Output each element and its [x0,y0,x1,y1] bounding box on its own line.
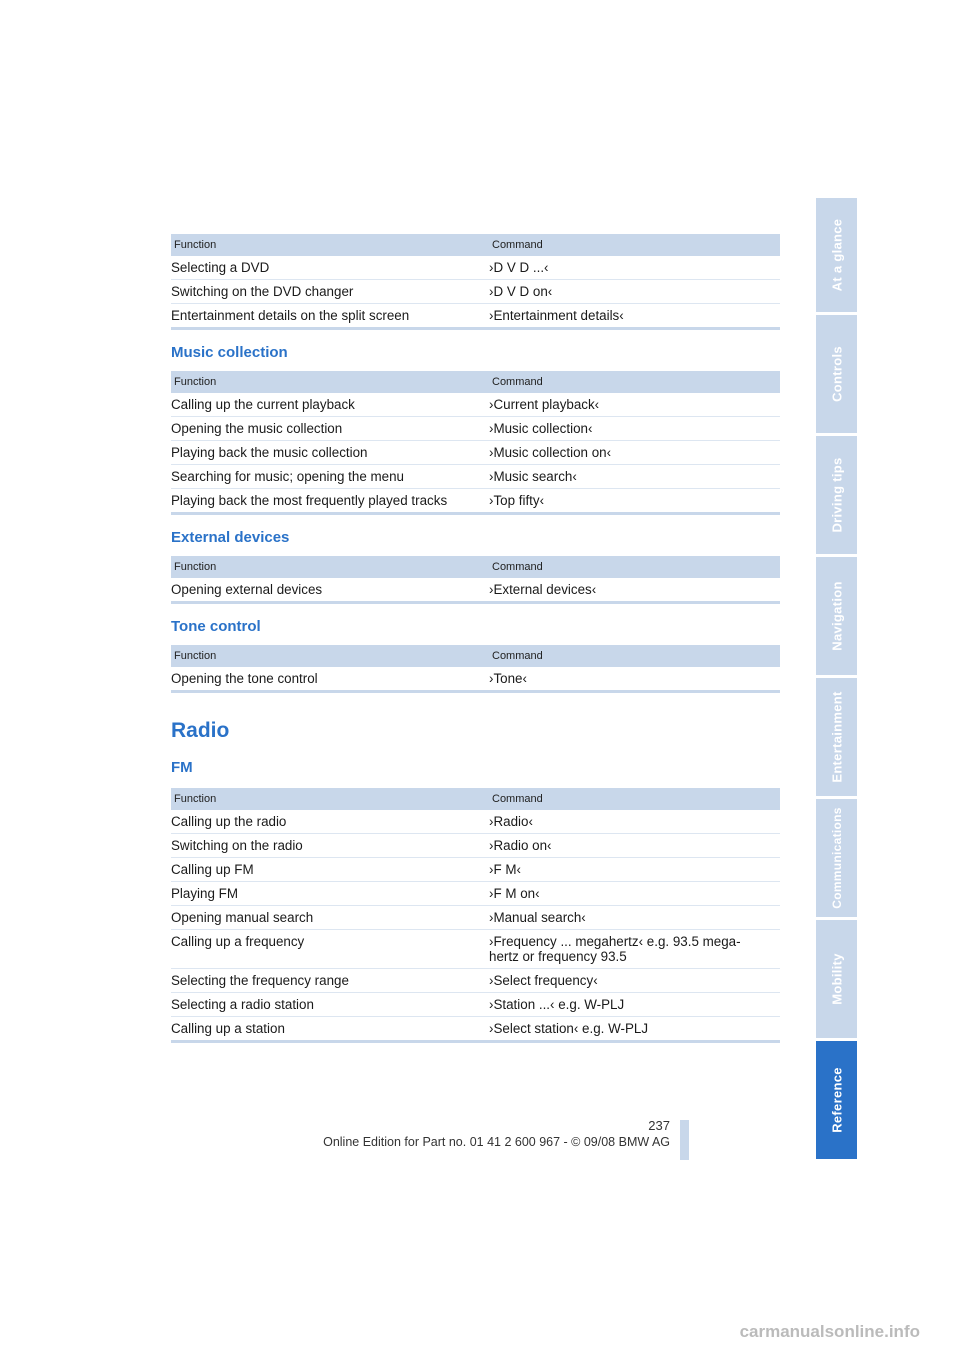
music-command-table [171,371,780,515]
header-function: Function [171,556,489,578]
table-row [171,393,780,417]
radio-section-title: Radio [171,719,230,742]
header-function: Function [171,788,489,810]
header-function: Function [171,234,489,256]
dvd-command-table [171,234,780,330]
function-cell: Opening the tone control [171,667,489,692]
table-row [171,1017,780,1042]
command-cell: ›Radio‹ [489,810,780,834]
command-cell: ›Radio on‹ [489,834,780,858]
function-cell: Entertainment details on the split screen [171,304,489,329]
function-cell: Opening the music collection [171,417,489,441]
command-cell: ›Station ...‹ e.g. W-PLJ [489,993,780,1017]
table-row [171,834,780,858]
tab-controls[interactable]: Controls [816,315,857,433]
header-command: Command [489,556,780,578]
command-cell: ›Frequency ... megahertz‹ e.g. 93.5 mega-hertz or frequency 93.5 [489,930,780,969]
tab-driving-tips[interactable]: Driving tips [816,436,857,554]
command-cell: ›Top fifty‹ [489,489,780,514]
command-cell: ›D V D ...‹ [489,256,780,280]
header-command: Command [489,371,780,393]
command-cell: ›Select station‹ e.g. W-PLJ [489,1017,780,1042]
header-function: Function [171,371,489,393]
fm-command-table [171,788,780,1043]
command-cell: ›Entertainment details‹ [489,304,780,329]
tab-entertainment[interactable]: Entertainment [816,678,857,796]
function-cell: Calling up the current playback [171,393,489,417]
command-cell: ›F M‹ [489,858,780,882]
function-cell: Playing back the music collection [171,441,489,465]
chapter-tabs [816,198,857,1162]
command-cell: ›F M on‹ [489,882,780,906]
tab-at-a-glance[interactable]: At a glance [816,198,857,312]
tab-mobility[interactable]: Mobility [816,920,857,1038]
table-header-row [171,788,780,810]
function-cell: Calling up the radio [171,810,489,834]
header-command: Command [489,645,780,667]
table-row [171,882,780,906]
tab-reference[interactable]: Reference [816,1041,857,1159]
function-cell: Searching for music; opening the menu [171,465,489,489]
external-devices-heading: External devices [171,529,290,546]
header-command: Command [489,234,780,256]
function-cell: Switching on the radio [171,834,489,858]
table-row [171,417,780,441]
table-row [171,465,780,489]
tab-communications[interactable]: Communications [816,799,857,917]
command-cell: ›External devices‹ [489,578,780,603]
command-cell: ›Select frequency‹ [489,969,780,993]
table-row [171,256,780,280]
function-cell: Opening external devices [171,578,489,603]
command-cell: ›Music search‹ [489,465,780,489]
function-cell: Opening manual search [171,906,489,930]
watermark: carmanualsonline.info [739,1322,920,1341]
table-row [171,304,780,329]
table-row [171,810,780,834]
page-number: 237 [648,1118,670,1133]
table-header-row [171,234,780,256]
table-row [171,578,780,603]
footer-bar [680,1120,689,1160]
function-cell: Calling up a station [171,1017,489,1042]
table-row [171,667,780,692]
command-cell: ›Tone‹ [489,667,780,692]
command-cell: ›Music collection‹ [489,417,780,441]
header-function: Function [171,645,489,667]
function-cell: Selecting the frequency range [171,969,489,993]
function-cell: Calling up a frequency [171,930,489,969]
function-cell: Selecting a DVD [171,256,489,280]
command-cell: ›Manual search‹ [489,906,780,930]
table-row [171,489,780,514]
table-row [171,930,780,969]
tab-navigation[interactable]: Navigation [816,557,857,675]
command-cell: ›Music collection on‹ [489,441,780,465]
function-cell: Playing FM [171,882,489,906]
function-cell: Calling up FM [171,858,489,882]
page-content [171,234,780,1043]
table-row [171,280,780,304]
external-command-table [171,556,780,604]
table-row [171,993,780,1017]
function-cell: Selecting a radio station [171,993,489,1017]
tone-control-heading: Tone control [171,618,261,635]
table-row [171,441,780,465]
header-command: Command [489,788,780,810]
tone-command-table [171,645,780,693]
edition-footer: Online Edition for Part no. 01 41 2 600 967 - © 09/08 BMW AG [323,1135,670,1149]
table-row [171,858,780,882]
table-row [171,969,780,993]
command-cell: ›Current playback‹ [489,393,780,417]
function-cell: Switching on the DVD changer [171,280,489,304]
table-header-row [171,645,780,667]
table-header-row [171,371,780,393]
table-header-row [171,556,780,578]
command-cell: ›D V D on‹ [489,280,780,304]
fm-heading: FM [171,759,193,776]
table-row [171,906,780,930]
music-collection-heading: Music collection [171,344,288,361]
function-cell: Playing back the most frequently played tracks [171,489,489,514]
